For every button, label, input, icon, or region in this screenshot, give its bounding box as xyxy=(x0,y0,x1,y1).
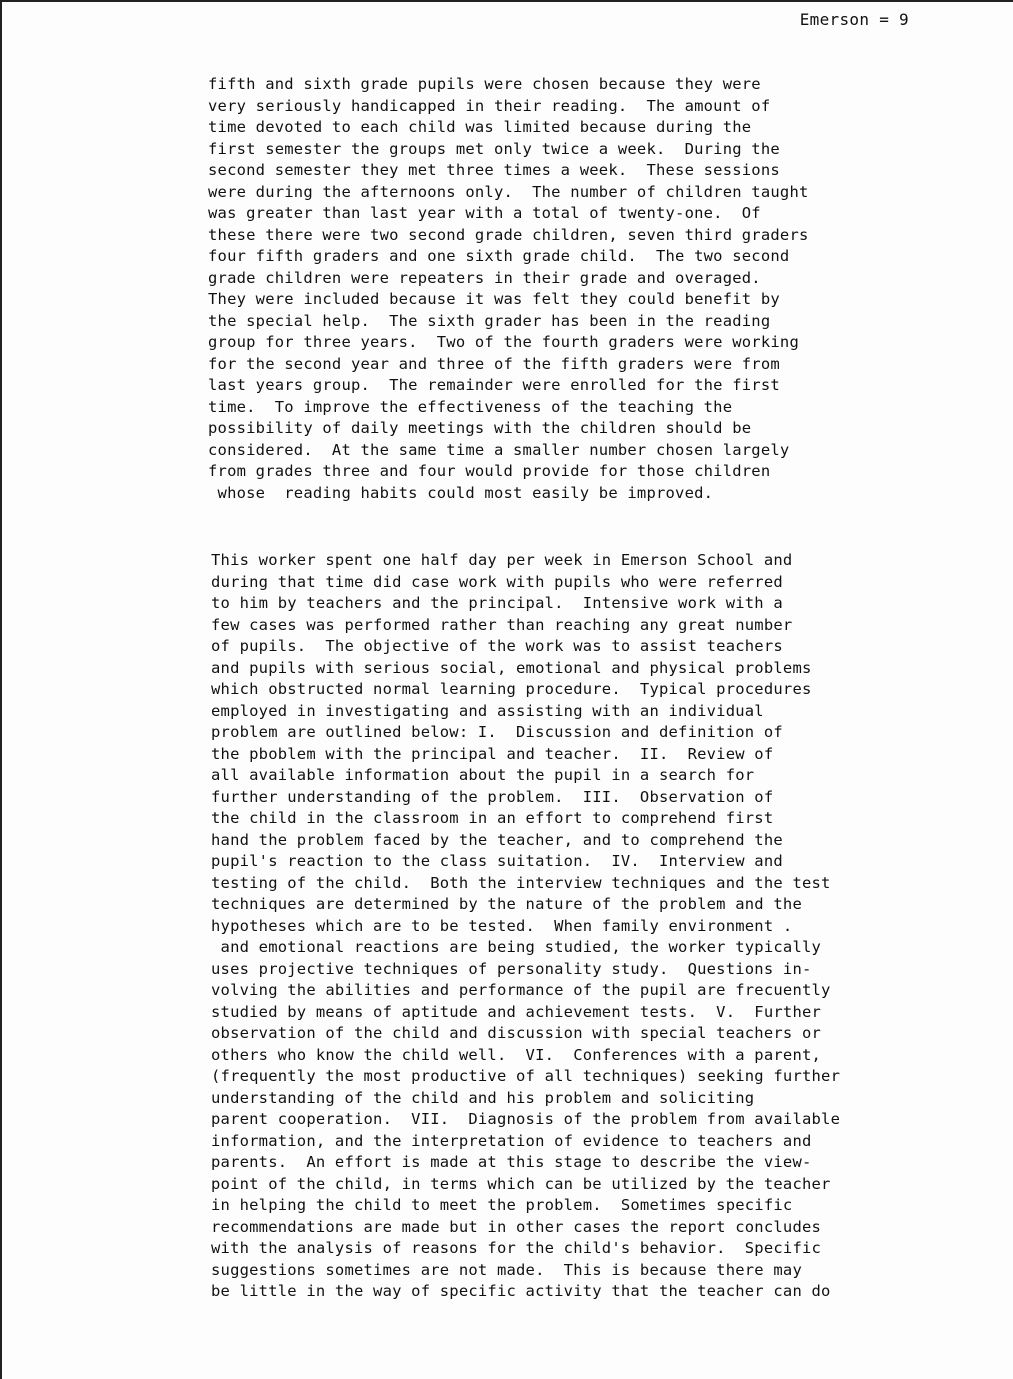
text-line: suggestions sometimes are not made. This is because there may xyxy=(211,1260,802,1279)
text-line: with the analysis of reasons for the child's behavior. Specific xyxy=(211,1239,822,1257)
text-line: these there were two second grade children, seven third graders xyxy=(208,225,809,244)
text-line: and pupils with serious social, emotional and physical problems xyxy=(211,658,812,677)
text-line: few cases was performed rather than reaching any great number xyxy=(211,615,793,634)
text-line: last years group. The remainder were enrolled for the first xyxy=(208,376,780,394)
text-line: problem are outlined below: I. Discussion and definition of xyxy=(211,723,783,741)
text-line: whose reading habits could most easily be improved. xyxy=(208,483,714,502)
page-header-label: Emerson = 9 xyxy=(799,10,909,29)
text-line: be little in the way of specific activity that the teacher can do xyxy=(211,1282,831,1300)
text-line: were during the afternoons only. The number of children taught xyxy=(208,182,809,201)
text-line: others who know the child well. VI. Conferences with a parent, xyxy=(211,1045,822,1064)
text-line: hand the problem faced by the teacher, and to comprehend the xyxy=(211,830,783,849)
text-line: pupil's reaction to the class suitation. IV. Interview and xyxy=(211,852,783,870)
text-line: second semester they met three times a week. These sessions xyxy=(208,161,780,179)
text-line: grade children were repeaters in their grade and overaged. xyxy=(208,268,761,287)
text-line: and emotional reactions are being studied, the worker typically xyxy=(211,938,822,956)
text-line: parent cooperation. VII. Diagnosis of the problem from available xyxy=(211,1110,841,1128)
text-line: during that time did case work with pupils who were referred xyxy=(211,572,783,591)
text-line: the pboblem with the principal and teacher. II. Review of xyxy=(211,744,774,763)
text-line: observation of the child and discussion with special teachers or xyxy=(211,1024,822,1042)
text-line: all available information about the pupil in a search for xyxy=(211,766,755,784)
text-line: recommendations are made but in other cases the report concludes xyxy=(211,1217,822,1236)
text-line: to him by teachers and the principal. Intensive work with a xyxy=(211,594,783,612)
text-line: information, and the interpretation of evidence to teachers and xyxy=(211,1131,812,1150)
text-line: This worker spent one half day per week in Emerson School and xyxy=(211,551,793,569)
text-line: the special help. The sixth grader has been in the reading xyxy=(208,311,771,330)
text-line: volving the abilities and performance of the pupil are frecuently xyxy=(211,981,831,999)
text-line: first semester the groups met only twice a week. During the xyxy=(208,139,780,158)
text-line: studied by means of aptitude and achievement tests. V. Further xyxy=(211,1002,822,1021)
text-line: understanding of the child and his problem and soliciting xyxy=(211,1088,755,1107)
text-line: uses projective techniques of personality study. Questions in- xyxy=(211,959,812,978)
text-line: group for three years. Two of the fourth graders were working xyxy=(208,333,799,351)
text-line: point of the child, in terms which can be utilized by the teacher xyxy=(211,1174,831,1193)
text-line: time devoted to each child was limited because during the xyxy=(208,118,752,136)
text-line: employed in investigating and assisting with an individual xyxy=(211,701,764,720)
text-line: four fifth graders and one sixth grade child. The two second xyxy=(208,247,790,265)
paragraph-case-work xyxy=(211,550,840,1303)
text-line: considered. At the same time a smaller number chosen largely xyxy=(208,440,790,459)
text-line: was greater than last year with a total of twenty-one. Of xyxy=(208,204,761,222)
text-line: time. To improve the effectiveness of the teaching the xyxy=(208,397,733,416)
text-line: techniques are determined by the nature of the problem and the xyxy=(211,895,802,913)
text-line: (frequently the most productive of all techniques) seeking further xyxy=(211,1067,841,1085)
text-line: which obstructed normal learning procedure. Typical procedures xyxy=(211,680,812,698)
text-line: the child in the classroom in an effort to comprehend first xyxy=(211,809,774,827)
text-line: fifth and sixth grade pupils were chosen because they were xyxy=(208,75,761,93)
text-line: in helping the child to meet the problem. Sometimes specific xyxy=(211,1196,793,1214)
page-left-edge xyxy=(0,0,2,1379)
text-line: of pupils. The objective of the work was to assist teachers xyxy=(211,637,783,655)
text-line: hypotheses which are to be tested. When family environment . xyxy=(211,916,793,935)
text-line: further understanding of the problem. III. Observation of xyxy=(211,787,774,806)
paragraph-reading-group xyxy=(208,74,809,504)
page-top-edge xyxy=(0,0,1013,2)
text-line: They were included because it was felt they could benefit by xyxy=(208,290,780,308)
text-line: testing of the child. Both the interview techniques and the test xyxy=(211,873,831,892)
text-line: possibility of daily meetings with the children should be xyxy=(208,419,752,437)
text-line: from grades three and four would provide for those children xyxy=(208,462,771,480)
text-line: parents. An effort is made at this stage to describe the view- xyxy=(211,1153,812,1171)
text-line: very seriously handicapped in their reading. The amount of xyxy=(208,96,771,115)
text-line: for the second year and three of the fifth graders were from xyxy=(208,354,780,373)
